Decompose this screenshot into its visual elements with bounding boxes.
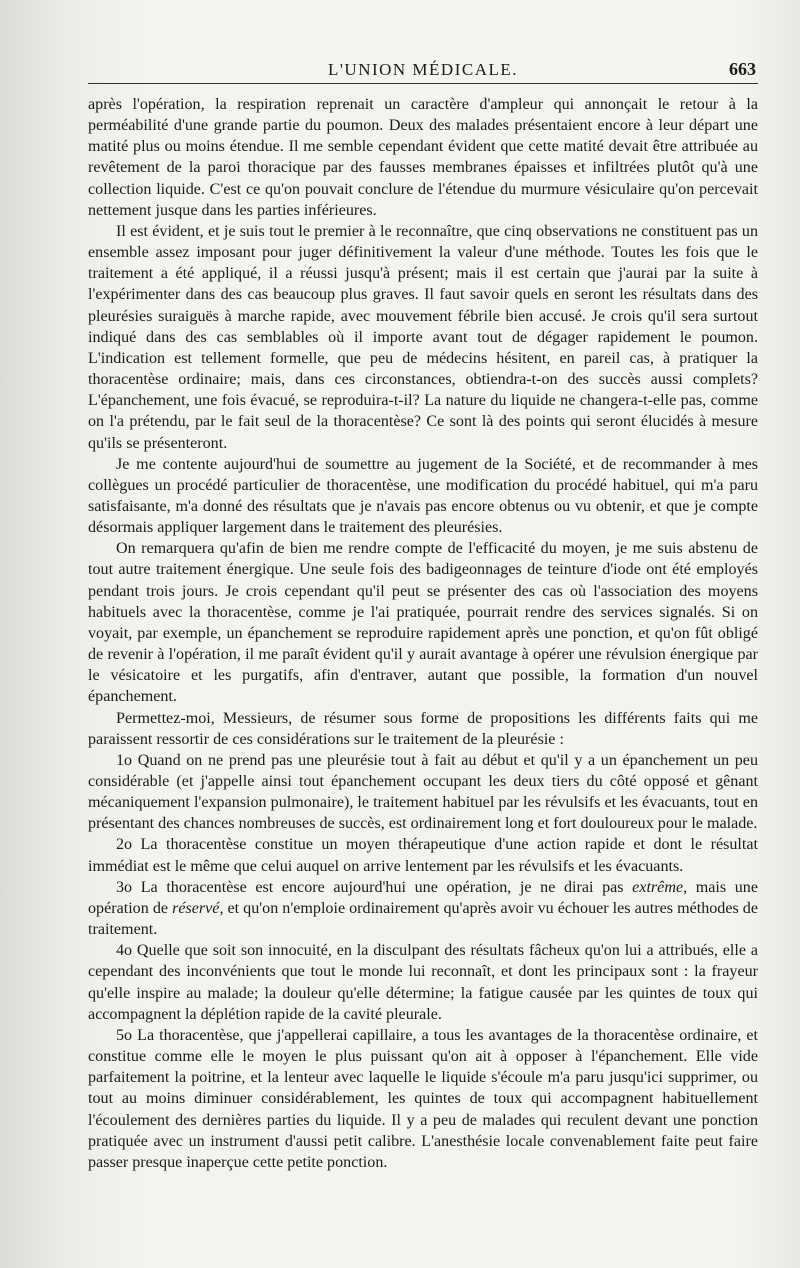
item-text: , mais une opération de <box>88 878 758 917</box>
paragraph: Je me contente aujourd'hui de soumettre au jugement de la Société, et de recommander à mes collègues un procédé particulier de thoracentèse, une modification du procédé habituel, qui m'a paru satisfaisante, m'a donné des résultats que je n'avais pas encore obtenus ou vu obtenir, et que je compte désormais appliquer largement dans le traitement des pleurésies. <box>88 455 758 537</box>
running-title: L'UNION MÉDICALE. <box>327 60 519 79</box>
item-text: , et qu'on n'emploie ordinairement qu'après avoir vu échouer les autres méthodes de traitement. <box>88 899 758 939</box>
emphasis: réservé <box>172 899 220 917</box>
paragraph: On remarquera qu'afin de bien me rendre compte de l'efficacité du moyen, je me suis abstenu de tout autre traitement énergique. Une seule fois des badigeonnages de teinture d'iode ont été employés pendant trois jours. Je crois cependant qu'il peut se présenter des cas où l'association des moyens habituels avec la thoracentèse, comme je l'ai pratiquée, pourrait rendre des services signalés. Si on voyait, par exemple, un épanchement se reproduire rapidement après une ponction, et qu'on fût obligé de revenir à l'opération, il me paraît évident qu'il y aurait avantage à opérer une révulsion énergique par le vésicatoire et les purgatifs, afin d'entraver, autant que possible, la formation d'un nouvel épanchement. <box>88 540 758 706</box>
proposition-item: 2o La thoracentèse constitue un moyen thérapeutique d'une action rapide et dont le résultat immédiat est le même que celui auquel on arrive lentement par les révulsifs et les évacuants. <box>88 836 758 875</box>
page-header <box>88 50 758 84</box>
paragraph: Il est évident, et je suis tout le premier à le reconnaître, que cinq observations ne constituent pas un ensemble assez imposant pour juger définitivement la valeur d'une méthode. Toutes les fois que le traitement a été appliqué, il a réussi jusqu'à présent; mais il est certain que j'aurai par la suite à l'expérimenter dans des cas beaucoup plus graves. Il faut savoir quels en seront les résultats dans des pleurésies suraiguës à marche rapide, avec mouvement fébrile bien accusé. Je crois qu'il sera surtout indiqué dans des cas semblables où il importe avant tout de dégager rapidement le poumon. L'indication est tellement formelle, que peu de médecins hésitent, en pareil cas, à pratiquer la thoracentèse ordinaire; mais, dans ces circonstances, obtiendra-t-on des succès aussi complets? L'épanchement, une fois évacué, se reproduira-t-il? La nature du liquide ne changera-t-elle pas, comme on l'a prétendu, par le fait seul de la thoracentèse? Ce sont là des points qui seront élucidés à mesure qu'ils se présenteront. <box>88 222 758 452</box>
paragraph: après l'opération, la respiration reprenait un caractère d'ampleur qui annonçait le retour à la perméabilité d'une grande partie du poumon. Deux des malades présentaient encore à leur départ une matité plus ou moins étendue. Il me semble cependant évident que cette matité devait être attribuée au revêtement de la paroi thoracique par des fausses membranes épaisses et infiltrées plutôt qu'à une collection liquide. C'est ce qu'on pouvait conclure de l'étendue du murmure vésiculaire qu'on percevait nettement jusque dans les parties inférieures. <box>88 96 758 219</box>
paragraph: Permettez-moi, Messieurs, de résumer sous forme de propositions les différents faits qui me paraissent ressortir de ces considérations sur le traitement de la pleurésie : <box>88 709 758 748</box>
proposition-item <box>88 877 758 940</box>
item-text: 3o La thoracentèse est encore aujourd'hui une opération, je ne dirai pas <box>116 878 633 896</box>
proposition-item: 5o La thoracentèse, que j'appellerai capillaire, a tous les avantages de la thoracentèse ordinaire, et constitue comme elle le moyen le plus puissant qu'on ait à opposer à l'épanchement. Elle vide parfaitement la poitrine, et la lenteur avec laquelle le liquide s'écoule m'a paru jusqu'ici supprimer, ou tout au moins diminuer considérablement, les quintes de toux qui accompagnent habituellement l'écoulement des dernières parties du liquide. Il y a peu de malades qui reculent devant une ponction pratiquée avec un instrument d'aussi petit calibre. L'anesthésie locale convenablement faite peut faire passer presque inaperçue cette petite ponction. <box>88 1026 758 1171</box>
header-rule <box>88 83 758 84</box>
page-number: 663 <box>729 59 756 79</box>
document-body <box>88 94 758 1173</box>
emphasis: extrême <box>632 878 684 896</box>
proposition-item: 1o Quand on ne prend pas une pleurésie tout à fait au début et qu'il y a un épanchement un peu considérable (et j'appelle ainsi tout épanchement occupant les deux tiers du côté opposé et gênant mécaniquement l'expansion pulmonaire), le traitement habituel par les révulsifs et les évacuants, tout en présentant des chances nombreuses de succès, est ordinairement long et fort douloureux pour le malade. <box>88 751 758 833</box>
proposition-item: 4o Quelle que soit son innocuité, en la disculpant des résultats fâcheux qu'on lui a attribués, elle a cependant des inconvénients que tout le monde lui reconnaît, et dont les principaux sont : la frayeur qu'elle inspire au malade; la douleur qu'elle détermine; la fatigue causée par les quintes de toux qui accompagnent la déplétion rapide de la cavité pleurale. <box>88 942 758 1023</box>
